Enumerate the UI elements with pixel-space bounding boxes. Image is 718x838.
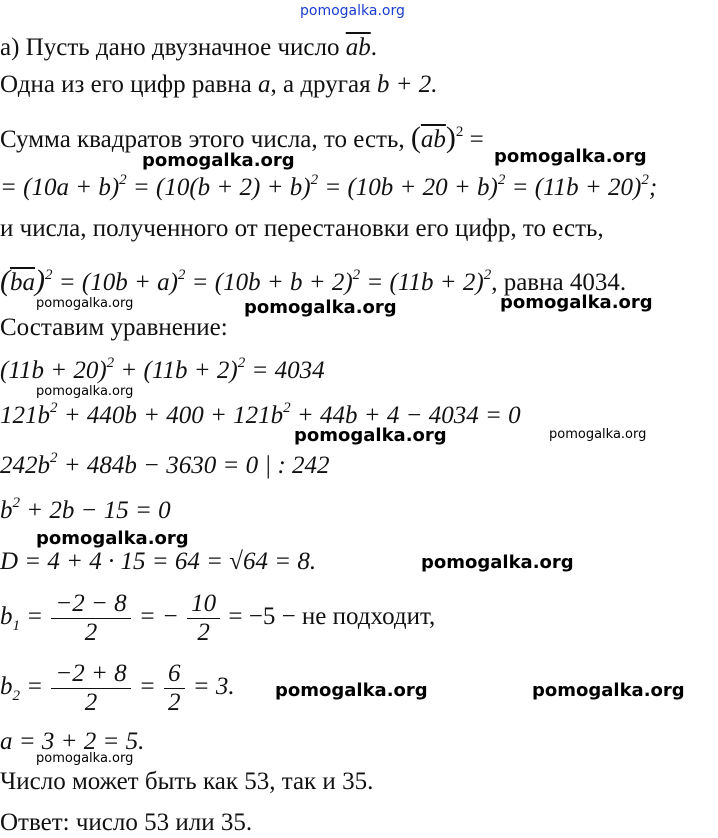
exponent: 2 [50, 400, 58, 416]
line-4-c: = (10(b + 2) + b) [126, 174, 311, 201]
line-6-c: = (11b + 2) [360, 269, 484, 296]
line-11 [0, 496, 171, 529]
exponent: 2 [12, 495, 20, 511]
line-10 [0, 451, 330, 484]
watermark: pomogalka.org [549, 427, 647, 442]
fraction-3-num: −2 + 8 [51, 660, 130, 689]
line-6-end: , равна 4034. [491, 269, 627, 296]
line-8-a: (11b + 20) [0, 357, 107, 384]
line-1 [0, 33, 377, 63]
line-14 [0, 660, 235, 717]
fraction-2 [187, 590, 220, 647]
exponent: 2 [483, 267, 492, 283]
number-ba: $\overline{ba}$ [10, 269, 35, 296]
line-3: Сумма квадратов этого числа, то есть, $(\overline{ab})^2$ = [0, 121, 484, 154]
line-4 [0, 173, 657, 206]
line-16-text: Число может быть как 53, так и 35. [0, 768, 374, 795]
line-4-a: = (10 [0, 174, 57, 201]
line-13-mid: = − [132, 603, 186, 631]
line-5-text: и числа, полученного от перестановки его цифр, то есть, [0, 215, 604, 242]
fraction-1 [51, 590, 130, 647]
equals: = [20, 673, 50, 701]
watermark: pomogalka.org [294, 425, 447, 446]
root-1-sub: 1 [12, 618, 20, 635]
line-2-mid: , а другая [270, 71, 377, 98]
watermark: pomogalka.org [36, 296, 134, 311]
line-6: $(\overline{ba})^2 = (10b + a)^2 = (10b + b + 2)^2 = (11b + 2)^2$, равна 4034. [0, 264, 627, 297]
watermark: pomogalka.org [36, 384, 134, 399]
line-13-end: = −5 − не подходит, [222, 603, 436, 631]
answer-line [0, 808, 252, 838]
root-2-label: b [0, 673, 13, 701]
line-4-end: ; [648, 174, 658, 201]
line-4-b: a + b) [56, 174, 120, 201]
line-10-b: + 484b − 3630 = 0 | : 242 [57, 452, 330, 479]
exponent: 2 [497, 172, 506, 188]
site-watermark-top: pomogalka.org [300, 3, 405, 19]
watermark: pomogalka.org [494, 146, 647, 167]
fraction-3-den: 2 [84, 689, 98, 716]
line-6-a: = (10b + a) [52, 269, 178, 296]
line-16 [0, 767, 373, 797]
watermark: pomogalka.org [244, 297, 397, 318]
line-1-end: . [370, 34, 377, 61]
line-12 [0, 547, 316, 577]
line-4-e: = (11b + 20) [505, 174, 642, 201]
line-11-a: b [0, 497, 13, 524]
line-14-mid: = [132, 673, 162, 701]
line-5 [0, 214, 604, 244]
fraction-4-den: 2 [168, 689, 181, 716]
watermark: pomogalka.org [421, 552, 574, 573]
fraction-1-num: −2 − 8 [51, 590, 130, 619]
watermark: pomogalka.org [36, 751, 134, 766]
watermark: pomogalka.org [500, 292, 653, 313]
line-13 [0, 590, 435, 647]
line-8-c: = 4034 [245, 357, 325, 384]
line-8-b: + (11b + 2) [114, 357, 238, 384]
expr-b-plus-2: b + 2. [376, 71, 438, 98]
exponent: 2 [106, 355, 115, 371]
line-2-text: Одна из его цифр равна [0, 71, 258, 98]
line-7 [0, 313, 228, 343]
exponent: 2 [352, 267, 361, 283]
line-15-text: a = 3 + 2 = 5. [0, 728, 145, 755]
line-3-eq: = [463, 126, 484, 153]
line-9-c: + 44b + 4 − 4034 = 0 [290, 402, 521, 429]
digit-a: a [257, 71, 271, 98]
exponent: 2 [237, 355, 246, 371]
fraction-3 [51, 660, 130, 717]
line-7-text: Составим уравнение: [0, 314, 228, 341]
line-11-b: + 2b − 15 = 0 [20, 497, 171, 524]
root-1-label: b [0, 603, 13, 631]
line-3-text: Сумма квадратов этого числа, то есть, [0, 126, 411, 153]
line-10-a: 242b [0, 452, 50, 479]
line-6-b: = (10b + b + 2) [185, 269, 353, 296]
line-2 [0, 70, 437, 100]
exponent: 2 [119, 172, 127, 188]
number-ab: $\overline{ab}$ [345, 34, 371, 61]
fraction-4-num: 6 [164, 660, 185, 689]
line-14-end: = 3. [186, 673, 235, 701]
number-ab-squared: $\overline{ab}$ [420, 126, 446, 153]
root-2-sub: 2 [12, 688, 20, 705]
watermark: pomogalka.org [532, 680, 685, 701]
exponent: 2 [641, 172, 649, 188]
fraction-1-den: 2 [84, 619, 98, 646]
line-9-b: + 440b + 400 + 121b [57, 402, 284, 429]
watermark: pomogalka.org [142, 150, 295, 171]
line-1-text: а) Пусть дано двузначное число [0, 34, 346, 61]
exponent: 2 [45, 267, 53, 283]
exponent: 2 [50, 450, 58, 466]
exponent: 2 [310, 172, 319, 188]
discriminant: D = 4 + 4 · 15 = 64 = √64 = 8. [0, 548, 317, 575]
watermark: pomogalka.org [275, 680, 428, 701]
exponent: 2 [177, 267, 186, 283]
fraction-4 [164, 660, 185, 717]
line-4-d: = (10b + 20 + b) [318, 174, 498, 201]
exponent: 2 [283, 400, 291, 416]
watermark: pomogalka.org [36, 528, 189, 549]
fraction-2-den: 2 [197, 619, 210, 646]
fraction-2-num: 10 [187, 590, 220, 619]
answer-text: Ответ: число 53 или 35. [0, 809, 253, 836]
exponent: 2 [455, 124, 464, 140]
equals: = [20, 603, 50, 631]
line-9-a: 121b [0, 402, 50, 429]
